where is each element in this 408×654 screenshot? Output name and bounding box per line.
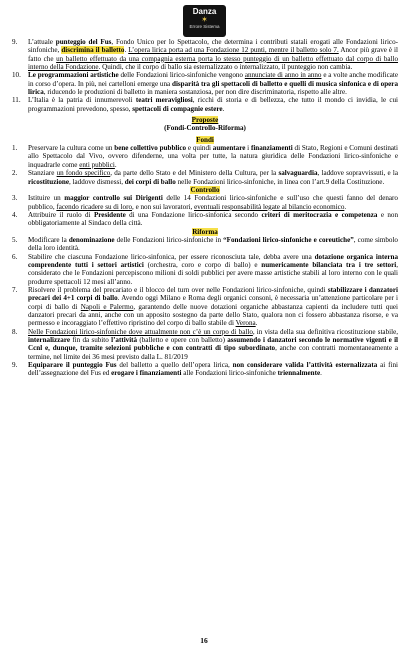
item-text: Risolvere il problema del precariato e il blocco del turn over nelle Fondazioni lirico-sinfoniche, quindi stabilizzare i danzatori precari dei 4+1 corpi di ballo. Avendo oggi Milano e Roma degli organici consoni, è necessaria un’attenzione particolare per i corpi di ballo di Napoli e Palermo, garantendo delle nuove dotazioni organiche abbastanza capienti da includere tutti quei danzatori precari da anni, anche con un apposito sostegno da parte dello Stato, qualora non ci fossero abbastanza risorse, e va permesso e incoraggiato l’effettivo ripristino del corpo di ballo stabile di Verona. [28,285,398,328]
document-body [12,38,398,378]
item-text: L’Italia è la patria di innumerevoli teatri meravigliosi, ricchi di storia e di bellezza, che tutto il mondo ci invidia, le cui programmazioni prevedono, spesso, spettacoli di compagnie estere. [28,96,399,113]
list-item [12,194,398,211]
list-item [12,236,398,253]
list-item [12,253,398,286]
logo-title: Danza [192,7,217,16]
list-item [12,96,398,113]
list-item [12,328,398,361]
item-text: Modificare la denominazione delle Fondazioni lirico-sinfoniche in “Fondazioni lirico-sinfoniche e coreutiche”, come simbolo della loro identità. [28,235,398,253]
list-item [12,286,398,328]
item-text: Stanziare un fondo specifico, da parte dello Stato e del Ministero della Cultura, per la salvaguardia, laddove sopravvissuti, e la ricostituzione, laddove dismessi, dei corpi di ballo nelle Fondazioni lirico-sinfoniche, in linea con l’art.9 della Costituzione. [28,169,399,186]
proposte-heading: Proposte [191,116,219,125]
item-text: Attribuire il ruolo di Presidente di una Fondazione lirico-sinfonica secondo criteri di meritocrazia e competenza e non obbligatoriamente al Sindaco della città. [28,210,398,228]
item-number: 3. [12,194,18,203]
item-text: Le programmazioni artistiche delle Fondazioni lirico-sinfoniche vengono annunciate di anno in anno e a volte anche modificate in corso d’opera. In più, nei cartelloni emerge una disparità tra gli spettacoli di balletto e quelli di musica sinfonica e di opera lirica, riducendo le produzioni di balletto in maniera sostanziosa, per non dire discriminatoria, rispetto alle altre. [28,71,398,97]
item-text: Nelle Fondazioni lirico-sinfoniche dove attualmente non c’è un corpo di ballo, in vista della sua definitiva ricostituzione stabile, internalizzare fin da subito l’attività (balletto e opere con balletto) assumendo i danzatori secondo le normative vigenti e il Ccnl e, dunque, tramite selezioni pubbliche e con contratti di tipo subordinato, anche con contratti momentaneamente a termine, nel limite dei 36 mesi previsto dalla L. 81/2019 [28,327,399,361]
item-number: 1. [12,144,18,153]
item-text: Stabilire che ciascuna Fondazione lirico-sinfonica, per essere riconosciuta tale, debba avere una dotazione organica interna comprendente tutti i settori artistici (orchestra, coro e corpo di ballo) e numericamente bilanciata tra i tre settori, considerato che le Fondazioni percepiscono milioni di soldi pubblici per avere masse artistiche stabili al loro interno con le quali produrre spettacoli 12 mesi all’anno. [28,252,399,286]
item-text: Preservare la cultura come un bene collettivo pubblico e quindi aumentare i finanziamenti di Stato, Regioni e Comuni destinati allo Spettacolo dal Vivo, ovvero difenderne, una volta per tutte, la natura giuridica delle Fondazioni lirico-sinfoniche e inquadrarle come enti pubblici. [28,144,398,169]
item-number: 4. [12,210,18,219]
list-item [12,144,398,169]
list-item [12,71,398,96]
item-number: 8. [12,327,18,336]
controllo-heading: Controllo [190,185,220,194]
list-item [12,211,398,228]
page-number: 16 [200,636,208,645]
proposte-subheading: (Fondi-Controllo-Riforma) [164,124,246,133]
list-item [12,361,398,378]
logo-subtitle: Errore Sistema [189,24,220,29]
fondi-heading: Fondi [196,135,214,144]
list-item [12,169,398,186]
item-number: 9. [12,38,18,46]
item-number: 9. [12,361,18,370]
star-icon: ✶ [201,15,208,24]
list-item [12,38,398,71]
riforma-heading: Riforma [192,227,218,236]
danza-logo [183,5,226,37]
item-text: Istituire un maggior controllo sui Dirigenti delle 14 Fondazioni lirico-sinfoniche e sull’uso che questi fanno del denaro pubblico, facendo ricadere su di loro, e non sui lavoratori, eventuali responsabilità legate al bilancio economico. [28,194,398,211]
item-number: 2. [12,169,18,178]
item-text: Equiparare il punteggio Fus del balletto a quello dell’opera lirica, non considerare valida l’attività esternalizzata ai fini dell’assegnazione del Fus ed erogare i finanziamenti alle Fondazioni lirico-sinfoniche triennalmente. [28,361,398,378]
item-number: 6. [12,252,18,261]
item-text: L’attuale punteggio del Fus, Fondo Unico per lo Spettacolo, che determina i contributi statali erogati alle Fondazioni lirico-sinfoniche, discrimina il balletto. L’opera lirica porta ad una Fondazione 12 punti, mentre il balletto solo 7. Ancor più grave è il fatto che un balletto effettuato da una compagnia esterna porta lo stesso punteggio di un balletto effettuato dal corpo di ballo interno della Fondazione. Quindi, che il corpo di ballo sia esternalizzato o internalizzato, il punteggio non cambia. [28,38,399,72]
item-number: 10. [12,71,21,80]
item-number: 7. [12,285,18,294]
item-number: 11. [12,96,21,105]
item-number: 5. [12,235,18,244]
